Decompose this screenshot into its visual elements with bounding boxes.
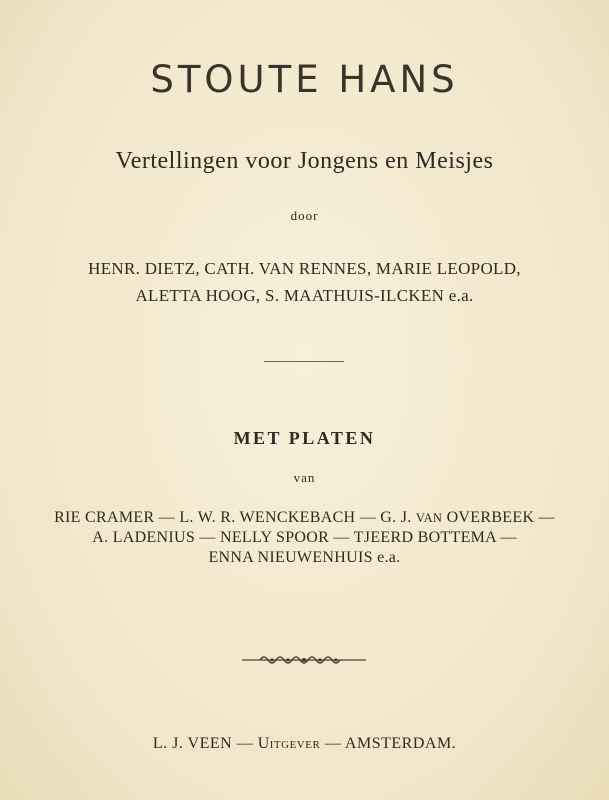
authors-line-1: HENR. DIETZ, CATH. VAN RENNES, MARIE LEOPOLD, — [88, 259, 521, 278]
illustrators-line-1 — [0, 509, 609, 527]
authors-line-2: ALETTA HOOG, S. MAATHUIS-ILCKEN e.a. — [135, 286, 474, 305]
publisher-initials: L. J. VEEN — — [152, 735, 258, 752]
book-subtitle: Vertellingen voor Jongens en Meisjes — [115, 148, 494, 174]
illustrators-line-1-part-2: OVERBEEK — — [442, 509, 555, 526]
vine-ornament-icon — [240, 653, 368, 667]
publisher-city: — AMSTERDAM. — [320, 735, 457, 752]
illustrators-line-1-van: VAN — [415, 511, 443, 525]
publisher-role: Uitgever — [257, 735, 321, 752]
publisher-line — [0, 735, 609, 753]
plates-by-label: van — [293, 470, 316, 485]
illustrators-line-1-part-1: RIE CRAMER — L. W. R. WENCKEBACH — G. J. — [54, 509, 416, 526]
illustrators-line-2: A. LADENIUS — NELLY SPOOR — TJEERD BOTTEMA — — [92, 529, 517, 546]
by-label: door — [290, 208, 319, 223]
divider-rule — [264, 361, 344, 362]
illustrators-line-3: ENNA NIEUWENHUIS e.a. — [208, 549, 401, 566]
plates-heading: MET PLATEN — [233, 428, 376, 448]
book-title: STOUTE HANS — [150, 58, 459, 101]
